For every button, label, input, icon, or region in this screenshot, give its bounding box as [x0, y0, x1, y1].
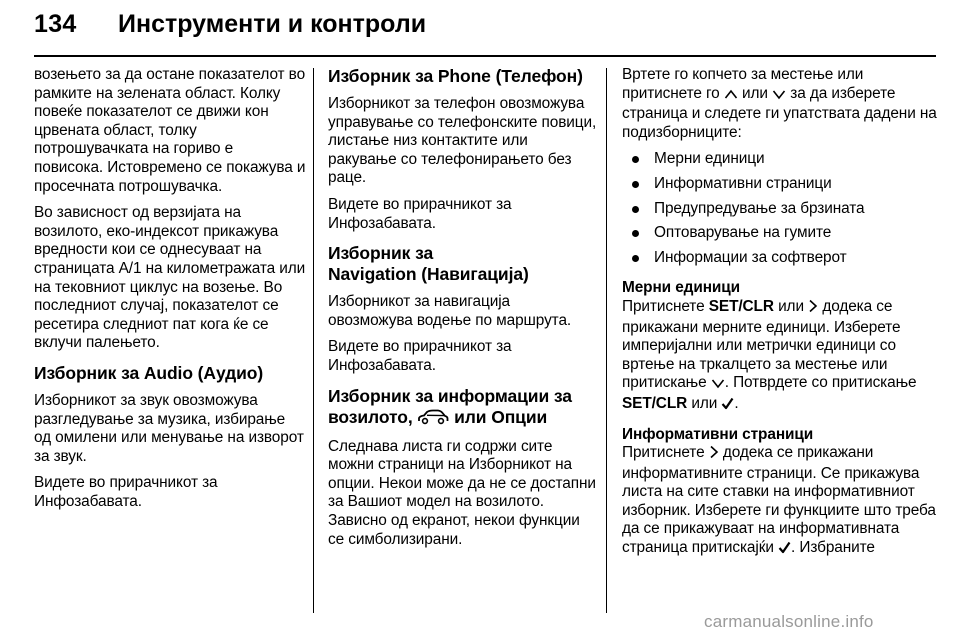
- column-1: [34, 66, 306, 519]
- list-item: Информативни страници: [622, 175, 938, 194]
- text-run: Притиснете: [622, 444, 705, 462]
- column-divider-1: [313, 68, 314, 613]
- list-item: Предупредување за брзината: [622, 200, 938, 219]
- page-number: 134: [34, 10, 77, 38]
- paragraph: Следнава листа ги содржи сите можни страници на Изборникот на опции. Некои може да не се достапни за Вашиот модел на возилото. Зависно од екранот, некои функции се симболизирани.: [328, 437, 596, 548]
- paragraph: Во зависност од верзијата на возилото, еко-индексот прикажува вредности кои се однесуваат на страницата A/1 на километражата или на тековниот циклус на возење. Во последниот случај, показателот се ресетира следниот пат кога ќе се вклучи палењето.: [34, 204, 306, 352]
- text-run: за да изберете страница и следете ги упатствата дадени на подизборниците:: [622, 84, 937, 141]
- heading-line: или Опции: [454, 406, 548, 427]
- text-run: Притиснете: [622, 297, 705, 315]
- page-header: [0, 0, 960, 68]
- section-heading-vehicle-info: [328, 386, 598, 430]
- paragraph: Видете во прирачникот за Инфозабавата.: [34, 474, 218, 510]
- chevron-down-icon: [711, 376, 725, 395]
- section-heading-phone: Изборник за Phone (Телефон): [328, 66, 583, 86]
- chapter-title: Инструменти и контроли: [118, 10, 427, 38]
- paragraph: Видете во прирачникот за Инфозабавата.: [328, 195, 512, 232]
- text-run: или: [691, 394, 718, 412]
- chevron-right-icon: [709, 445, 719, 465]
- list-item: Информации за софтверот: [622, 249, 938, 268]
- paragraph: Притиснете SET/CLR или додека се прикажани мерните единици. Изберете империјални или метрички единици со вртење на тркалцето за местење или притискање . Потврдете со притискање SET/CLR или .: [622, 298, 938, 416]
- section-heading-audio: Изборник за Audio (Аудио): [34, 362, 264, 383]
- column-divider-2: [606, 68, 607, 613]
- list-item: Оптоварување на гумите: [622, 224, 938, 243]
- paragraph: Изборникот за звук овозможува разгледување за музика, избирање од омилени или менување на изворот за звук.: [34, 391, 304, 465]
- car-icon: [417, 409, 449, 430]
- heading-line: возилото,: [328, 406, 413, 427]
- section-heading-navigation: [328, 243, 598, 285]
- checkmark-icon: [721, 397, 734, 416]
- heading-line: Изборник за: [328, 243, 434, 264]
- text-run: . Избраните: [791, 539, 875, 557]
- checkmark-icon: [778, 541, 791, 560]
- text-run: додека се прикажани информативните страници. Се прикажува листа на сите ставки на информативниот изборник. Изберете ги функциите што треба да се прикажуваат на информативната страница притискајќи: [622, 444, 936, 557]
- watermark: carmanualsonline.info: [704, 612, 874, 631]
- paragraph: [622, 444, 938, 560]
- paragraph: [622, 66, 938, 142]
- text-run: . Потврдете со притискање: [724, 374, 917, 392]
- subheading-info-pages: Информативни страници: [622, 425, 814, 443]
- text-run: или: [778, 297, 804, 315]
- paragraph: Изборникот за телефон овозможува управување со телефонските повици, листање низ контактите или ракување со телефонирањето без раце.: [328, 95, 597, 187]
- paragraph: Видете во прирачникот за Инфозабавата.: [328, 338, 512, 374]
- button-label-setclr: SET/CLR: [622, 394, 688, 412]
- chevron-right-icon: [808, 299, 818, 319]
- options-list: [622, 150, 938, 267]
- text-run: Вртете го копчето за местење или притиснете го: [622, 66, 864, 102]
- button-label-setclr: SET/CLR: [708, 297, 774, 315]
- list-item: Мерни единици: [622, 150, 938, 169]
- chevron-up-icon: [724, 87, 738, 106]
- text-run: додека се прикажани мерните единици. Изберете империјални или метрички единици со вртење на тркалцето за местење или притискање: [622, 297, 901, 392]
- column-3: [622, 66, 938, 568]
- heading-line: Изборник за информации за: [328, 385, 572, 406]
- chevron-down-icon: [772, 87, 786, 106]
- paragraph: возењето за да остане показателот во рамките на зелената област. Колку повеќе показателот се движи кон црвената област, толку потрошувачката на гориво е повисока. Истовремено се покажува и просечната потрошувачка.: [34, 66, 306, 195]
- paragraph: Изборникот за навигација овозможува водење по маршрута.: [328, 293, 572, 329]
- heading-line: Navigation (Навигација): [328, 264, 529, 285]
- text-run: или: [742, 84, 768, 102]
- header-rule: [34, 55, 936, 57]
- column-2: [328, 66, 598, 557]
- subheading-units: Мерни единици: [622, 279, 740, 297]
